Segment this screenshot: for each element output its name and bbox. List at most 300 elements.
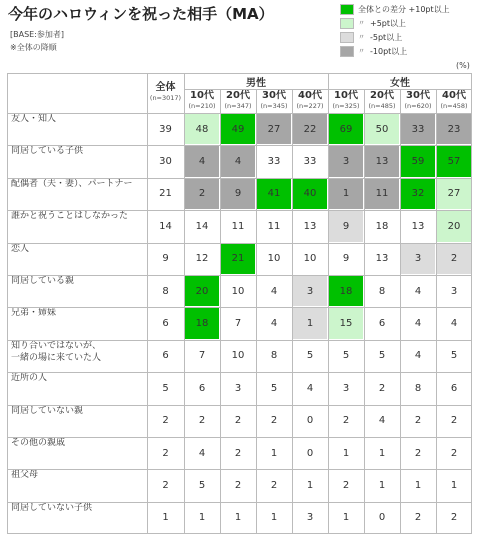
grid-line	[400, 89, 401, 534]
row-label-text: 一緒の場に来ていた人	[11, 352, 102, 363]
value-cell	[292, 340, 328, 372]
value-text: 14	[159, 220, 172, 232]
grid-line	[7, 502, 472, 503]
column-n: (n=325)	[332, 102, 360, 110]
value-text: 27	[447, 188, 461, 200]
value-text: 2	[414, 415, 422, 427]
row-label-text: 同居している親	[11, 276, 75, 286]
value-text: 2	[234, 415, 242, 427]
value-cell	[147, 502, 184, 534]
value-text: 50	[375, 123, 389, 135]
value-cell	[364, 275, 400, 307]
value-cell	[256, 210, 292, 242]
value-text: 4	[234, 156, 242, 168]
value-text: 5	[306, 350, 314, 362]
grid-line	[7, 307, 472, 308]
value-text: 8	[270, 350, 278, 362]
value-cell	[292, 210, 328, 242]
value-cell	[147, 145, 184, 177]
value-text: 0	[306, 415, 314, 427]
value-text: 13	[375, 253, 389, 265]
row-label	[7, 210, 147, 242]
value-cell	[364, 340, 400, 372]
value-text: 5	[378, 350, 386, 362]
value-text: 4	[270, 318, 278, 330]
grid-line	[256, 89, 257, 534]
value-cell	[400, 502, 436, 534]
value-text: 5	[162, 382, 169, 394]
value-text: 1	[378, 480, 386, 492]
value-cell	[328, 145, 364, 177]
value-cell	[400, 275, 436, 307]
value-text: 5	[342, 350, 350, 362]
value-text: 9	[162, 253, 169, 265]
value-text: 3	[450, 285, 458, 297]
value-cell	[184, 275, 220, 307]
value-text: 8	[414, 382, 422, 394]
column-header	[400, 89, 436, 113]
value-text: 4	[414, 285, 422, 297]
grid-line	[292, 89, 293, 534]
grid-line	[7, 210, 472, 211]
value-text: 30	[159, 156, 172, 168]
row-label	[7, 145, 147, 177]
value-cell	[328, 469, 364, 501]
value-cell	[364, 405, 400, 437]
value-text: 11	[267, 220, 281, 232]
value-cell	[220, 307, 256, 339]
value-text: 6	[162, 350, 169, 362]
value-cell	[436, 243, 472, 275]
value-text: 10	[303, 253, 317, 265]
value-cell	[220, 405, 256, 437]
value-cell	[328, 113, 364, 145]
column-label: 20代	[370, 90, 394, 101]
value-text: 2	[162, 447, 169, 459]
value-cell	[400, 372, 436, 404]
value-text: 1	[162, 512, 169, 524]
value-cell	[184, 437, 220, 469]
value-cell	[220, 113, 256, 145]
value-cell	[400, 405, 436, 437]
grid-line	[7, 340, 472, 341]
value-cell	[436, 372, 472, 404]
legend-mark: 〃	[358, 47, 365, 55]
value-cell	[400, 307, 436, 339]
value-cell	[147, 210, 184, 242]
value-cell	[400, 113, 436, 145]
value-cell	[147, 372, 184, 404]
column-n: (n=620)	[404, 102, 432, 110]
value-text: 1	[198, 512, 206, 524]
column-n: (n=227)	[296, 102, 324, 110]
legend-label: -10pt以上	[370, 47, 408, 56]
value-cell	[292, 372, 328, 404]
value-text: 21	[231, 253, 245, 265]
value-text: 2	[450, 253, 458, 265]
legend-swatch	[340, 4, 354, 15]
value-text: 2	[450, 512, 458, 524]
value-cell	[292, 307, 328, 339]
value-text: 15	[339, 318, 353, 330]
value-cell	[328, 437, 364, 469]
value-cell	[328, 502, 364, 534]
value-text: 2	[414, 512, 422, 524]
column-header	[220, 89, 256, 113]
value-text: 9	[342, 220, 350, 232]
value-cell	[256, 502, 292, 534]
value-text: 3	[342, 382, 350, 394]
column-label: 40代	[442, 90, 466, 101]
row-label	[7, 113, 147, 145]
grid-line	[220, 89, 221, 534]
value-cell	[436, 178, 472, 210]
value-text: 0	[306, 447, 314, 459]
row-label-text: 同居していない親	[11, 405, 84, 416]
grid-line	[7, 113, 472, 114]
value-cell	[220, 275, 256, 307]
value-cell	[292, 243, 328, 275]
value-cell	[328, 307, 364, 339]
value-cell	[184, 405, 220, 437]
value-text: 8	[378, 285, 386, 297]
value-cell	[436, 340, 472, 372]
column-header	[328, 89, 364, 113]
column-n: (n=347)	[224, 102, 252, 110]
row-label-text: 同居していない子供	[11, 502, 93, 513]
value-text: 21	[159, 188, 172, 200]
value-text: 3	[306, 285, 314, 297]
value-text: 9	[234, 188, 242, 200]
column-header	[292, 89, 328, 113]
value-text: 4	[414, 350, 422, 362]
row-label	[7, 372, 147, 404]
value-text: 2	[234, 480, 242, 492]
value-text: 6	[162, 318, 169, 330]
value-text: 18	[195, 318, 209, 330]
value-cell	[256, 243, 292, 275]
value-cell	[364, 469, 400, 501]
value-cell	[256, 469, 292, 501]
value-text: 8	[162, 285, 169, 297]
value-text: 14	[195, 220, 209, 232]
value-cell	[147, 405, 184, 437]
value-cell	[292, 145, 328, 177]
value-text: 49	[231, 123, 245, 135]
value-text: 2	[342, 480, 350, 492]
grid-line	[328, 73, 329, 534]
value-cell	[436, 469, 472, 501]
value-cell	[400, 145, 436, 177]
value-cell	[364, 113, 400, 145]
grid-line	[147, 73, 148, 534]
value-cell	[256, 113, 292, 145]
value-cell	[256, 275, 292, 307]
value-cell	[147, 340, 184, 372]
value-cell	[436, 437, 472, 469]
value-text: 3	[234, 382, 242, 394]
value-text: 1	[342, 512, 350, 524]
value-text: 59	[411, 156, 425, 168]
value-text: 27	[267, 123, 281, 135]
value-cell	[328, 275, 364, 307]
legend-label: 全体との差分 +10pt以上	[358, 5, 450, 14]
legend-label: -5pt以上	[370, 33, 403, 42]
value-cell	[364, 307, 400, 339]
row-label-text: 恋人	[11, 243, 30, 254]
value-text: 5	[450, 350, 458, 362]
value-cell	[184, 469, 220, 501]
value-cell	[292, 113, 328, 145]
header-total	[147, 73, 184, 113]
value-text: 2	[162, 415, 169, 427]
grid-line	[7, 533, 472, 534]
value-text: 33	[303, 156, 317, 168]
value-cell	[184, 113, 220, 145]
grid-line	[364, 89, 365, 534]
value-text: 2	[450, 447, 458, 459]
value-text: 40	[303, 188, 317, 200]
value-text: 3	[306, 512, 314, 524]
row-label-text: 近所の人	[11, 373, 48, 384]
value-cell	[292, 437, 328, 469]
row-label-text: 配偶者（夫・妻）、パートナー	[11, 178, 133, 189]
value-text: 5	[198, 480, 206, 492]
value-cell	[147, 307, 184, 339]
grid-line	[7, 243, 472, 244]
value-cell	[220, 145, 256, 177]
group-header: 女性	[390, 77, 410, 89]
value-cell	[256, 340, 292, 372]
value-text: 39	[159, 123, 172, 135]
row-label-text: 兄弟・姉妹	[11, 308, 57, 319]
group-header: 男性	[246, 77, 266, 89]
value-cell	[436, 275, 472, 307]
value-cell	[400, 340, 436, 372]
value-cell	[328, 243, 364, 275]
value-cell	[147, 437, 184, 469]
value-text: 6	[450, 382, 458, 394]
value-text: 2	[450, 415, 458, 427]
sort-note: ※全体の降順	[10, 43, 57, 52]
value-cell	[364, 502, 400, 534]
value-text: 2	[198, 188, 206, 200]
column-n: (n=3017)	[149, 94, 182, 102]
value-text: 23	[447, 123, 461, 135]
value-text: 4	[198, 447, 206, 459]
value-cell	[292, 275, 328, 307]
unit-label: (%)	[456, 61, 470, 70]
value-cell	[220, 340, 256, 372]
grid-line	[436, 89, 437, 534]
value-text: 12	[195, 253, 209, 265]
value-text: 13	[411, 220, 425, 232]
grid-line	[7, 275, 472, 276]
row-label	[7, 340, 147, 372]
column-label: 30代	[406, 90, 430, 101]
base-note: [BASE:参加者]	[10, 30, 65, 39]
value-text: 1	[306, 480, 314, 492]
column-header	[436, 89, 472, 113]
value-cell	[436, 210, 472, 242]
value-text: 7	[198, 350, 206, 362]
value-cell	[292, 405, 328, 437]
column-label: 10代	[190, 90, 214, 101]
value-cell	[364, 145, 400, 177]
value-cell	[328, 178, 364, 210]
column-header	[184, 89, 220, 113]
value-cell	[256, 307, 292, 339]
grid-line	[7, 73, 8, 534]
value-cell	[400, 178, 436, 210]
value-text: 18	[375, 220, 389, 232]
value-text: 1	[414, 480, 422, 492]
value-text: 7	[234, 318, 242, 330]
value-text: 3	[414, 253, 422, 265]
value-text: 2	[342, 415, 350, 427]
column-n: (n=485)	[368, 102, 396, 110]
chart-title: 今年のハロウィンを祝った相手（MA）	[8, 5, 274, 23]
grid-line	[7, 405, 472, 406]
value-text: 2	[162, 480, 169, 492]
value-text: 4	[378, 415, 386, 427]
grid-line	[471, 73, 472, 534]
value-cell	[184, 307, 220, 339]
row-label	[7, 405, 147, 437]
value-text: 1	[306, 318, 314, 330]
value-text: 57	[447, 156, 461, 168]
value-text: 33	[411, 123, 425, 135]
value-text: 4	[414, 318, 422, 330]
value-cell	[328, 210, 364, 242]
value-cell	[220, 372, 256, 404]
value-cell	[147, 243, 184, 275]
value-cell	[184, 178, 220, 210]
column-n: (n=345)	[260, 102, 288, 110]
value-text: 32	[411, 188, 425, 200]
value-text: 69	[339, 123, 353, 135]
value-text: 4	[270, 285, 278, 297]
value-cell	[364, 178, 400, 210]
column-n: (n=458)	[440, 102, 468, 110]
value-cell	[256, 372, 292, 404]
value-text: 2	[270, 415, 278, 427]
value-cell	[400, 469, 436, 501]
row-label	[7, 178, 147, 210]
value-text: 1	[378, 447, 386, 459]
value-cell	[147, 275, 184, 307]
value-text: 11	[375, 188, 389, 200]
value-cell	[328, 340, 364, 372]
row-label-text: 友人・知人	[11, 114, 57, 124]
value-cell	[220, 210, 256, 242]
legend-swatch	[340, 46, 354, 57]
column-label: 20代	[226, 90, 250, 101]
row-label-text: 誰かと祝うことはしなかった	[11, 211, 129, 222]
value-cell	[147, 469, 184, 501]
value-cell	[256, 178, 292, 210]
value-cell	[436, 145, 472, 177]
value-text: 11	[231, 220, 245, 232]
grid-line	[7, 437, 472, 438]
row-label-text: 知り合いではないが、	[11, 340, 102, 351]
value-cell	[184, 502, 220, 534]
column-label: 30代	[262, 90, 286, 101]
value-text: 20	[195, 285, 209, 297]
value-text: 1	[234, 512, 242, 524]
legend-swatch	[340, 32, 354, 43]
value-cell	[292, 469, 328, 501]
value-text: 6	[198, 382, 206, 394]
value-cell	[184, 145, 220, 177]
value-text: 1	[450, 480, 458, 492]
value-cell	[400, 210, 436, 242]
value-cell	[184, 210, 220, 242]
value-text: 0	[378, 512, 386, 524]
grid-line	[184, 73, 185, 534]
value-cell	[436, 113, 472, 145]
value-text: 33	[267, 156, 281, 168]
column-label: 40代	[298, 90, 322, 101]
value-text: 13	[375, 156, 389, 168]
value-text: 6	[378, 318, 386, 330]
value-text: 4	[306, 382, 314, 394]
value-cell	[436, 307, 472, 339]
value-cell	[256, 145, 292, 177]
row-label	[7, 469, 147, 501]
value-text: 3	[342, 156, 350, 168]
value-cell	[328, 405, 364, 437]
value-text: 9	[342, 253, 350, 265]
legend-mark: 〃	[358, 33, 365, 41]
value-text: 1	[270, 512, 278, 524]
value-text: 2	[198, 415, 206, 427]
legend-mark: 〃	[358, 19, 365, 27]
value-text: 1	[270, 447, 278, 459]
value-text: 48	[195, 123, 209, 135]
column-n: (n=210)	[188, 102, 216, 110]
value-cell	[364, 243, 400, 275]
value-cell	[364, 437, 400, 469]
value-text: 1	[342, 188, 350, 200]
value-cell	[220, 178, 256, 210]
value-cell	[220, 469, 256, 501]
value-text: 10	[231, 350, 245, 362]
row-label	[7, 437, 147, 469]
row-label	[7, 502, 147, 534]
value-text: 10	[267, 253, 281, 265]
value-text: 22	[303, 123, 317, 135]
value-text: 5	[270, 382, 278, 394]
value-text: 2	[234, 447, 242, 459]
row-label	[7, 243, 147, 275]
legend-swatch	[340, 18, 354, 29]
row-label-text: 同居している子供	[11, 146, 84, 157]
legend-label: +5pt以上	[370, 19, 407, 28]
value-text: 41	[267, 188, 281, 200]
value-text: 4	[450, 318, 458, 330]
value-cell	[184, 243, 220, 275]
column-label: 全体	[155, 82, 176, 93]
value-cell	[292, 502, 328, 534]
value-cell	[400, 437, 436, 469]
value-text: 2	[414, 447, 422, 459]
row-label-text: 祖父母	[11, 470, 39, 481]
value-cell	[220, 243, 256, 275]
value-cell	[436, 502, 472, 534]
value-text: 20	[447, 220, 461, 232]
grid-line	[7, 73, 472, 74]
